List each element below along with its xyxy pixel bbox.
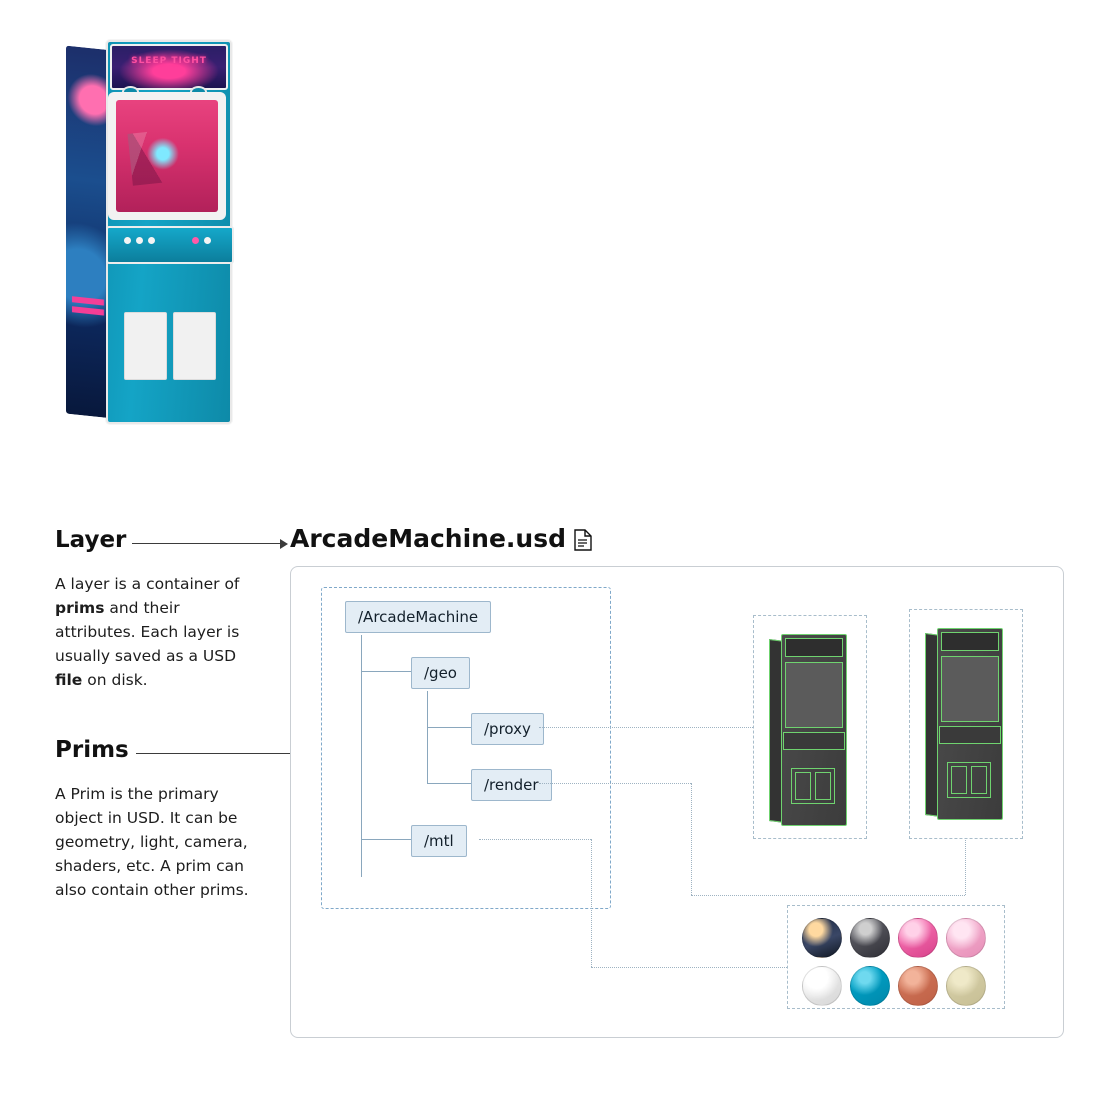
prim-node-arcademachine[interactable]: /ArcadeMachine — [345, 601, 491, 633]
prim-node-mtl[interactable]: /mtl — [411, 825, 467, 857]
prim-node-render[interactable]: /render — [471, 769, 552, 801]
layer-connector-arrow — [280, 539, 288, 549]
layer-description: A layer is a container of prims and their attributes. Each layer is usually saved as a USD file on disk. — [55, 575, 240, 689]
material-swatch[interactable] — [946, 918, 986, 958]
connector-render-segment-2 — [691, 783, 692, 895]
layer-heading: Layer — [55, 527, 127, 553]
connector-render-segment-1 — [539, 783, 691, 784]
connector-proxy-to-preview — [539, 727, 753, 728]
cabinet-screen — [116, 100, 218, 212]
material-swatch[interactable] — [802, 966, 842, 1006]
cabinet-lower-doors — [124, 312, 216, 380]
prim-hierarchy-group — [321, 587, 611, 909]
connector-render-segment-3 — [691, 895, 965, 896]
connector-mtl-segment-1 — [479, 839, 591, 840]
usd-file-title — [290, 524, 592, 553]
tree-line-to-geo — [361, 671, 411, 672]
tree-line-geo-vertical — [427, 691, 428, 783]
connector-mtl-segment-3 — [591, 967, 787, 968]
tree-line-to-mtl — [361, 839, 411, 840]
material-swatch[interactable] — [898, 966, 938, 1006]
prim-node-proxy[interactable]: /proxy — [471, 713, 544, 745]
marquee-text: SLEEP TIGHT — [131, 56, 207, 66]
material-swatch[interactable] — [802, 918, 842, 958]
usd-layer-panel — [290, 566, 1064, 1038]
proxy-geometry-preview — [753, 615, 867, 839]
connector-mtl-segment-2 — [591, 839, 592, 967]
material-swatch[interactable] — [850, 918, 890, 958]
layer-connector-line — [132, 543, 280, 544]
material-swatch-grid — [802, 918, 986, 1006]
material-swatch[interactable] — [946, 966, 986, 1006]
render-wireframe-cabinet — [923, 622, 1009, 820]
cabinet-control-panel — [106, 226, 234, 264]
material-swatch[interactable] — [898, 918, 938, 958]
render-geometry-preview — [909, 609, 1023, 839]
tree-line-to-proxy — [427, 727, 471, 728]
cabinet-marquee — [110, 44, 228, 90]
usd-file-name: ArcadeMachine.usd — [290, 524, 566, 553]
arcade-machine-photo — [62, 30, 262, 430]
proxy-wireframe-cabinet — [767, 628, 853, 826]
material-swatches-preview — [787, 905, 1005, 1009]
prims-heading: Prims — [55, 737, 129, 763]
material-swatch[interactable] — [850, 966, 890, 1006]
prim-node-geo[interactable]: /geo — [411, 657, 470, 689]
connector-render-segment-4 — [965, 837, 966, 895]
document-icon — [574, 528, 592, 550]
tree-line-to-render — [427, 783, 471, 784]
prims-description: A Prim is the primary object in USD. It can be geometry, light, camera, shaders, etc. A prim can also contain other prims. — [55, 785, 249, 899]
arcade-cabinet-illustration — [62, 30, 234, 420]
